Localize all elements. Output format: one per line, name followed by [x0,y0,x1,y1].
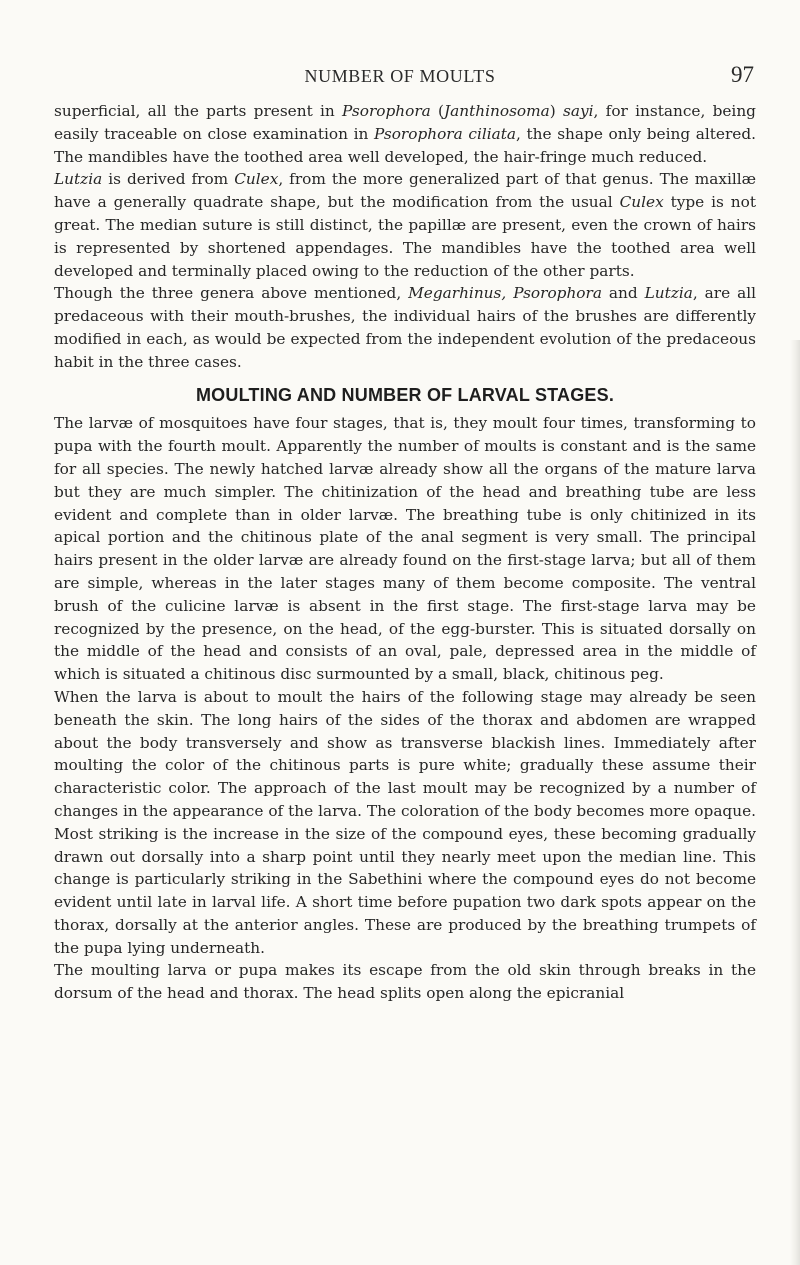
paragraph-larval-stages [54,412,756,686]
text-run: superficial, all the parts present in [54,102,343,120]
paragraph-lutzia [54,168,756,282]
text-run: When the larva is about to moult the hairs of the following stage may already be seen beneath the skin. The long hairs of the sides of the thorax and abdomen are wrapped about the body transversely and show as transverse blackish lines. Immediately after moulting the color of the chitinous parts is pure white; gradually these assume their characteristic color. The approach of the last moult may be recognized by a number of changes in the appearance of the larva. The coloration of the body becomes more opaque. Most striking is the increase in the size of the compound eyes, these becoming gradually drawn out dorsally into a sharp point until they nearly meet upon the median line. This change is particularly striking in the Sabethini where the compound eyes do not become evident until late in larval life. A short time before pupation two dark spots appear on the thorax, dorsally at the anterior angles. These are produced by the breathing trumpets of the pupa lying underneath. [54,687,756,957]
text-run: and [601,284,645,303]
body-text [54,100,756,1005]
section-heading: MOULTING AND NUMBER OF LARVAL STAGES. [195,384,615,405]
paragraph-predaceous-genera [54,282,756,373]
text-run: ) [549,102,564,120]
page-edge-shadow [790,340,800,1265]
italic-taxon-name: Psorophora [342,102,431,120]
italic-taxon-name: Lutzia [644,284,693,303]
text-run: ( [430,102,445,120]
italic-taxon-name: Megarhinus, Psorophora [408,284,602,303]
text-run: , the shape only being altered. The mandibles have the toothed area well developed, the hair-fringe much reduced. [54,124,756,166]
page-number: 97 [731,62,754,87]
text-run: , are all predaceous with their mouth-brushes, the individual hairs of the brushes are differently modified in each, as would be expected from the independent evolution of the predaceous habit in the three cases. [54,284,756,371]
italic-taxon-name: Psorophora ciliata [373,124,517,143]
text-run: type is not great. The median suture is still distinct, the papillæ are present, even the crown of hairs is represented by shortened appendages. The mandibles have the toothed area well developed and terminally placed owing to the reduction of the other parts. [54,193,756,280]
paragraph-maxillae-psorophora [54,100,756,168]
text-run: The larvæ of mosquitoes have four stages, that is, they moult four times, transforming to pupa with the fourth moult. Apparently the number of moults is constant and is the same for all species. The newly hatched larvæ already show all the organs of the mature larva but they are much simpler. The chitinization of the head and breathing tube are less evident and complete than in older larvæ. The breathing tube is only chitinized in its apical portion and the chitinous plate of the anal segment is very small. The principal hairs present in the older larvæ are already found on the first-stage larva; but all of them are simple, whereas in the later stages many of them become composite. The ventral brush of the culicine larvæ is absent in the first stage. The first-stage larva may be recognized by the presence, on the head, of the egg-burster. This is situated dorsally on the middle of the head and consists of an oval, pale, depressed area in the middle of which is situated a chitinous disc surmounted by a small, black, chitinous peg. [54,414,756,684]
text-run: , for instance, being easily traceable on close examination in [54,102,756,143]
paragraph-moulting-signs [54,686,756,960]
italic-taxon-name: Janthinosoma [444,102,550,120]
italic-taxon-name: Culex [619,193,664,212]
italic-taxon-name: Lutzia [54,170,103,189]
text-run: , from the more generalized part of that genus. The maxillæ have a generally quadrate shape, but the modification from the usual [54,170,756,212]
text-run: Though the three genera above mentioned, [54,284,409,303]
running-title: NUMBER OF MOULTS [304,66,496,86]
text-run: is derived from [102,170,235,189]
paragraph-escape [54,959,756,1005]
running-head [0,62,800,92]
text-run: The moulting larva or pupa makes its escape from the old skin through breaks in the dorsum of the head and thorax. The head splits open along the epicranial [54,961,756,1003]
italic-taxon-name: sayi [563,102,594,120]
italic-taxon-name: Culex [234,170,279,189]
